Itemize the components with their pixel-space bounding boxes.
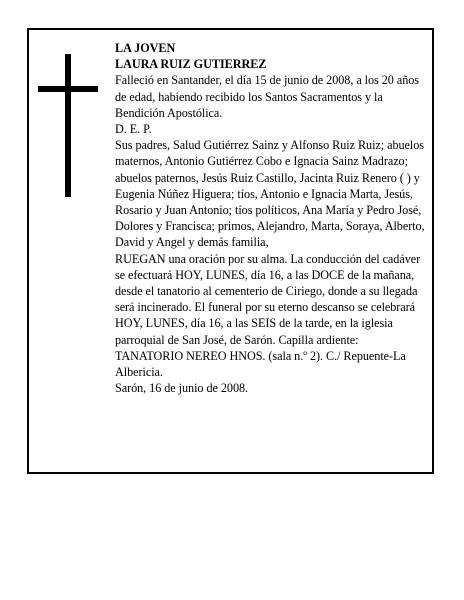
- notice-place-date: Sarón, 16 de junio de 2008.: [115, 381, 249, 396]
- notice-text: [115, 40, 427, 396]
- cross-vertical-bar: [65, 54, 71, 197]
- notice-deceased-name: LAURA RUIZ GUTIERREZ: [115, 57, 267, 72]
- notice-heading-line1: LA JOVEN: [115, 41, 176, 55]
- notice-family-paragraph: Sus padres, Salud Gutiérrez Sainz y Alfonso Ruiz Ruiz; abuelos maternos, Antonio Gutiérrez Cobo e Ignacia Sainz Madrazo; abuelos paternos, Jesús Ruiz Castillo, Jacinta Ruiz Renero ( ) y Eugenia Núñez Higuera; tíos, Antonio e Ignacia Marta, Jesús, Rosario y Juan Antonio; tíos políticos, Ana María y Pedro José, Dolores y Francisca; primos, Alejandro, Marta, Soraya, Alberto, David y Angel y demás familia,: [115, 138, 425, 250]
- notice-dep: D. E. P.: [115, 122, 152, 137]
- notice-ruegan-paragraph: RUEGAN una oración por su alma. La conducción del cadáver se efectuará HOY, LUNES, día 16, a las DOCE de la mañana, desde el tanatorio al cementerio de Ciriego, donde a su llegada será incinerado. El funeral por su eterno descanso se celebrará HOY, LUNES, día 16, a las SEIS de la tarde, en la iglesia parroquial de San José, de Sarón. Capilla ardiente: TANATORIO NEREO HNOS. (sala n.º 2). C./ Repuente-La Albericia.: [115, 251, 421, 380]
- notice-death-paragraph: Falleció en Santander, el día 15 de junio de 2008, a los 20 años de edad, habiendo recibido los Santos Sacramentos y la Bendición Apostólica.: [115, 73, 419, 120]
- cross-icon: [38, 54, 98, 197]
- cross-horizontal-bar: [38, 86, 98, 92]
